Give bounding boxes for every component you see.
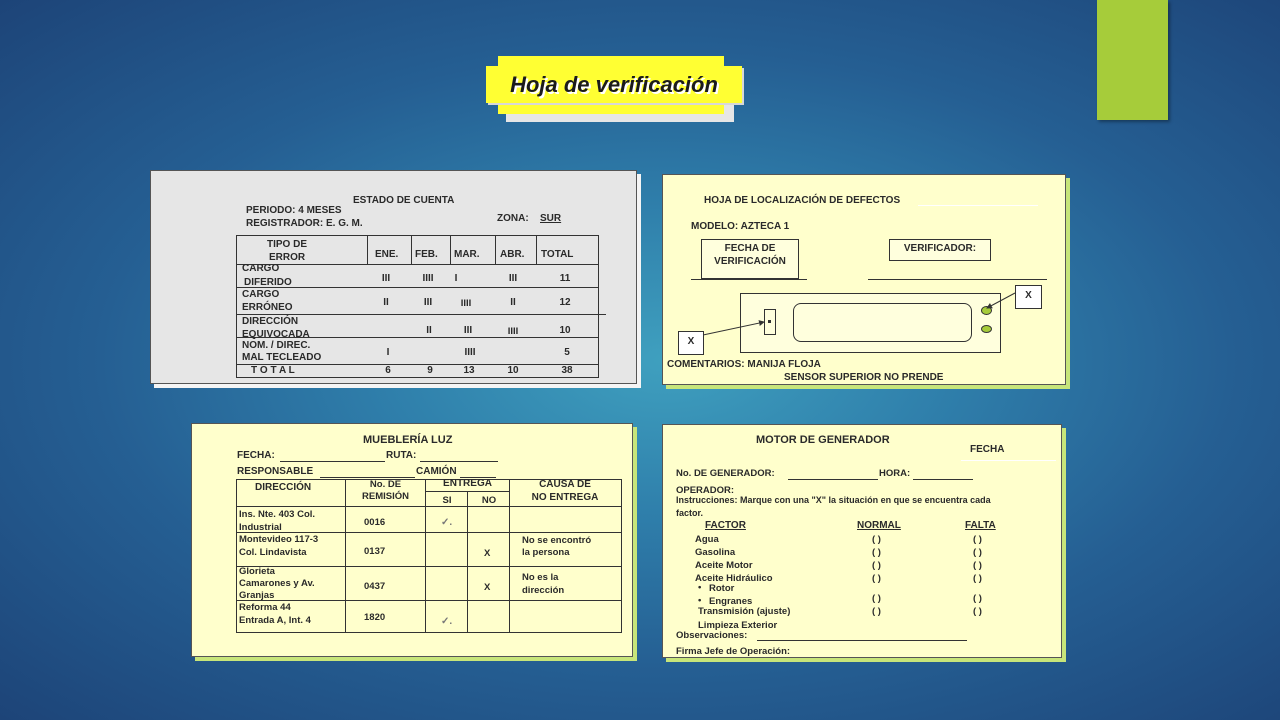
muebleria-form [191, 423, 633, 657]
row-remision: 0137 [364, 546, 386, 557]
cell: 5 [564, 347, 570, 358]
comentarios-text: COMENTARIOS: MANIJA FLOJA [667, 359, 821, 370]
estado-cuenta-form [150, 170, 637, 384]
accent-bar [1097, 0, 1168, 120]
registrador-text: REGISTRADOR: E. G. M. [246, 218, 363, 229]
total-label: T O T A L [251, 365, 295, 376]
cell: I [386, 347, 390, 358]
check-icon: ✓. [441, 616, 453, 627]
row-causa: la persona [522, 547, 570, 558]
cell: II [383, 297, 389, 308]
cell: III [508, 273, 518, 284]
row-label: CARGO [242, 289, 280, 300]
header-feb: FEB. [415, 249, 438, 260]
row-label: DIRECCIÓN [242, 316, 299, 327]
falta-checkbox[interactable]: ( ) [973, 560, 982, 571]
factor-item: Aceite Motor [695, 560, 753, 571]
cell: 10 [559, 325, 571, 336]
header-causa: CAUSA DE [539, 479, 591, 490]
factor-item: Agua [695, 534, 719, 545]
factor-item: Transmisión (ajuste) [698, 606, 791, 617]
instructions-text: factor. [676, 508, 704, 518]
check-icon: ✓. [441, 517, 453, 528]
header-entrega: ENTREGA [443, 478, 492, 489]
responsable-label: RESPONSABLE [237, 466, 314, 477]
row-direccion: Entrada A, Int. 4 [239, 615, 311, 626]
total-cell: 10 [507, 365, 519, 376]
modelo-text: MODELO: AZTECA 1 [691, 221, 790, 232]
zona-value: SUR [540, 213, 562, 224]
factor-item: Limpieza Exterior [698, 620, 778, 631]
bullet-icon: • [698, 582, 702, 593]
cell: IIII [422, 273, 434, 284]
header-direccion: DIRECCIÓN [255, 482, 312, 493]
form-title: HOJA DE LOCALIZACIÓN DE DEFECTOS [704, 195, 901, 206]
cell: 12 [559, 297, 571, 308]
fecha-label: FECHA DE [724, 243, 776, 254]
camion-label: CAMIÓN [416, 466, 457, 477]
header-si: SI [442, 495, 452, 506]
pointer-arrows [663, 175, 1065, 384]
instructions-text: Instrucciones: Marque con una "X" la situación en que se encuentra cada [676, 495, 991, 505]
cell: 11 [559, 273, 571, 284]
factor-item: Aceite Hidráulico [695, 573, 773, 584]
header-no: NO [481, 495, 497, 506]
cell: III [423, 297, 433, 308]
generador-label: No. DE GENERADOR: [676, 468, 775, 479]
row-no-mark: X [484, 582, 491, 593]
normal-checkbox[interactable]: ( ) [872, 606, 881, 617]
cell: IIII [464, 347, 476, 358]
total-cell: 9 [427, 365, 433, 376]
row-direccion: Col. Lindavista [239, 547, 307, 558]
row-direccion: Reforma 44 [239, 602, 291, 613]
total-cell: 13 [463, 365, 475, 376]
row-causa: No es la [522, 572, 559, 583]
normal-checkbox[interactable]: ( ) [872, 560, 881, 571]
mark-text: X [687, 336, 695, 347]
header-causa: NO ENTREGA [531, 492, 599, 503]
header-factor: FACTOR [705, 520, 746, 531]
total-cell: 38 [561, 365, 573, 376]
fecha-label: VERIFICACIÓN [714, 256, 786, 267]
row-label: MAL TECLEADO [242, 352, 322, 363]
row-remision: 0016 [364, 517, 386, 528]
defectos-form [662, 174, 1066, 385]
cell: II [510, 297, 516, 308]
ruta-label: RUTA: [386, 450, 417, 461]
cell: III [381, 273, 391, 284]
cell: II [426, 325, 432, 336]
cell: IIII [460, 298, 472, 309]
slide-title: Hoja de verificación [510, 72, 718, 97]
header-mar: MAR. [454, 249, 480, 260]
falta-checkbox[interactable]: ( ) [973, 547, 982, 558]
cell: I [454, 273, 458, 284]
hora-label: HORA: [879, 468, 911, 479]
header-tipo-1: TIPO DE [267, 239, 308, 250]
row-direccion: Camarones y Av. [239, 578, 315, 589]
row-remision: 0437 [364, 581, 386, 592]
total-cell: 6 [385, 365, 391, 376]
row-label: DIFERIDO [244, 277, 292, 288]
operador-label: OPERADOR: [676, 485, 735, 496]
firma-label: Firma Jefe de Operación: [676, 646, 791, 657]
header-normal: NORMAL [857, 520, 901, 531]
fecha-label: FECHA [970, 444, 1005, 455]
row-label: NOM. / DIREC. [242, 340, 311, 351]
cell: IIII [507, 326, 519, 337]
row-label: CARGO [242, 263, 280, 274]
verificador-label: VERIFICADOR: [903, 243, 977, 254]
factor-item: Rotor [709, 583, 735, 594]
form-title: MUEBLERÍA LUZ [363, 434, 453, 446]
row-remision: 1820 [364, 612, 386, 623]
header-remision: REMISIÓN [362, 491, 409, 502]
row-direccion: Glorieta [239, 566, 275, 577]
header-falta: FALTA [965, 520, 996, 531]
falta-checkbox[interactable]: ( ) [973, 534, 982, 545]
bullet-icon: • [698, 595, 702, 606]
row-label: ERRÓNEO [242, 302, 293, 313]
normal-checkbox[interactable]: ( ) [872, 547, 881, 558]
row-label: EQUIVOCADA [242, 329, 310, 340]
cell: III [463, 325, 473, 336]
normal-checkbox[interactable]: ( ) [872, 593, 881, 604]
fecha-label: FECHA: [237, 450, 275, 461]
factor-item: Gasolina [695, 547, 736, 558]
motor-form [662, 424, 1062, 658]
falta-checkbox[interactable]: ( ) [973, 573, 982, 584]
falta-checkbox[interactable]: ( ) [973, 593, 982, 604]
row-direccion: Ins. Nte. 403 Col. [239, 509, 316, 520]
header-tipo-2: ERROR [269, 252, 306, 261]
form-title: ESTADO DE CUENTA [353, 195, 455, 206]
normal-checkbox[interactable]: ( ) [872, 534, 881, 545]
observaciones-label: Observaciones: [676, 630, 748, 641]
falta-checkbox[interactable]: ( ) [973, 606, 982, 617]
header-total: TOTAL [541, 249, 574, 260]
periodo-text: PERIODO: 4 MESES [246, 205, 342, 216]
zona-label: ZONA: [497, 213, 529, 224]
row-causa: No se encontró [522, 535, 592, 546]
row-causa: dirección [522, 585, 565, 596]
normal-checkbox[interactable]: ( ) [872, 573, 881, 584]
row-direccion: Granjas [239, 590, 275, 600]
header-remision: No. DE [369, 479, 402, 490]
row-direccion: Montevideo 117-3 [239, 534, 319, 545]
header-abr: ABR. [500, 249, 525, 260]
row-direccion: Industrial [239, 522, 282, 532]
header-ene: ENE. [375, 249, 399, 260]
comentarios-text-2: SENSOR SUPERIOR NO PRENDE [784, 372, 944, 383]
row-no-mark: X [484, 548, 491, 559]
mark-text: X [1025, 290, 1032, 301]
factor-item: Engranes [709, 596, 753, 607]
form-title: MOTOR DE GENERADOR [756, 434, 890, 446]
